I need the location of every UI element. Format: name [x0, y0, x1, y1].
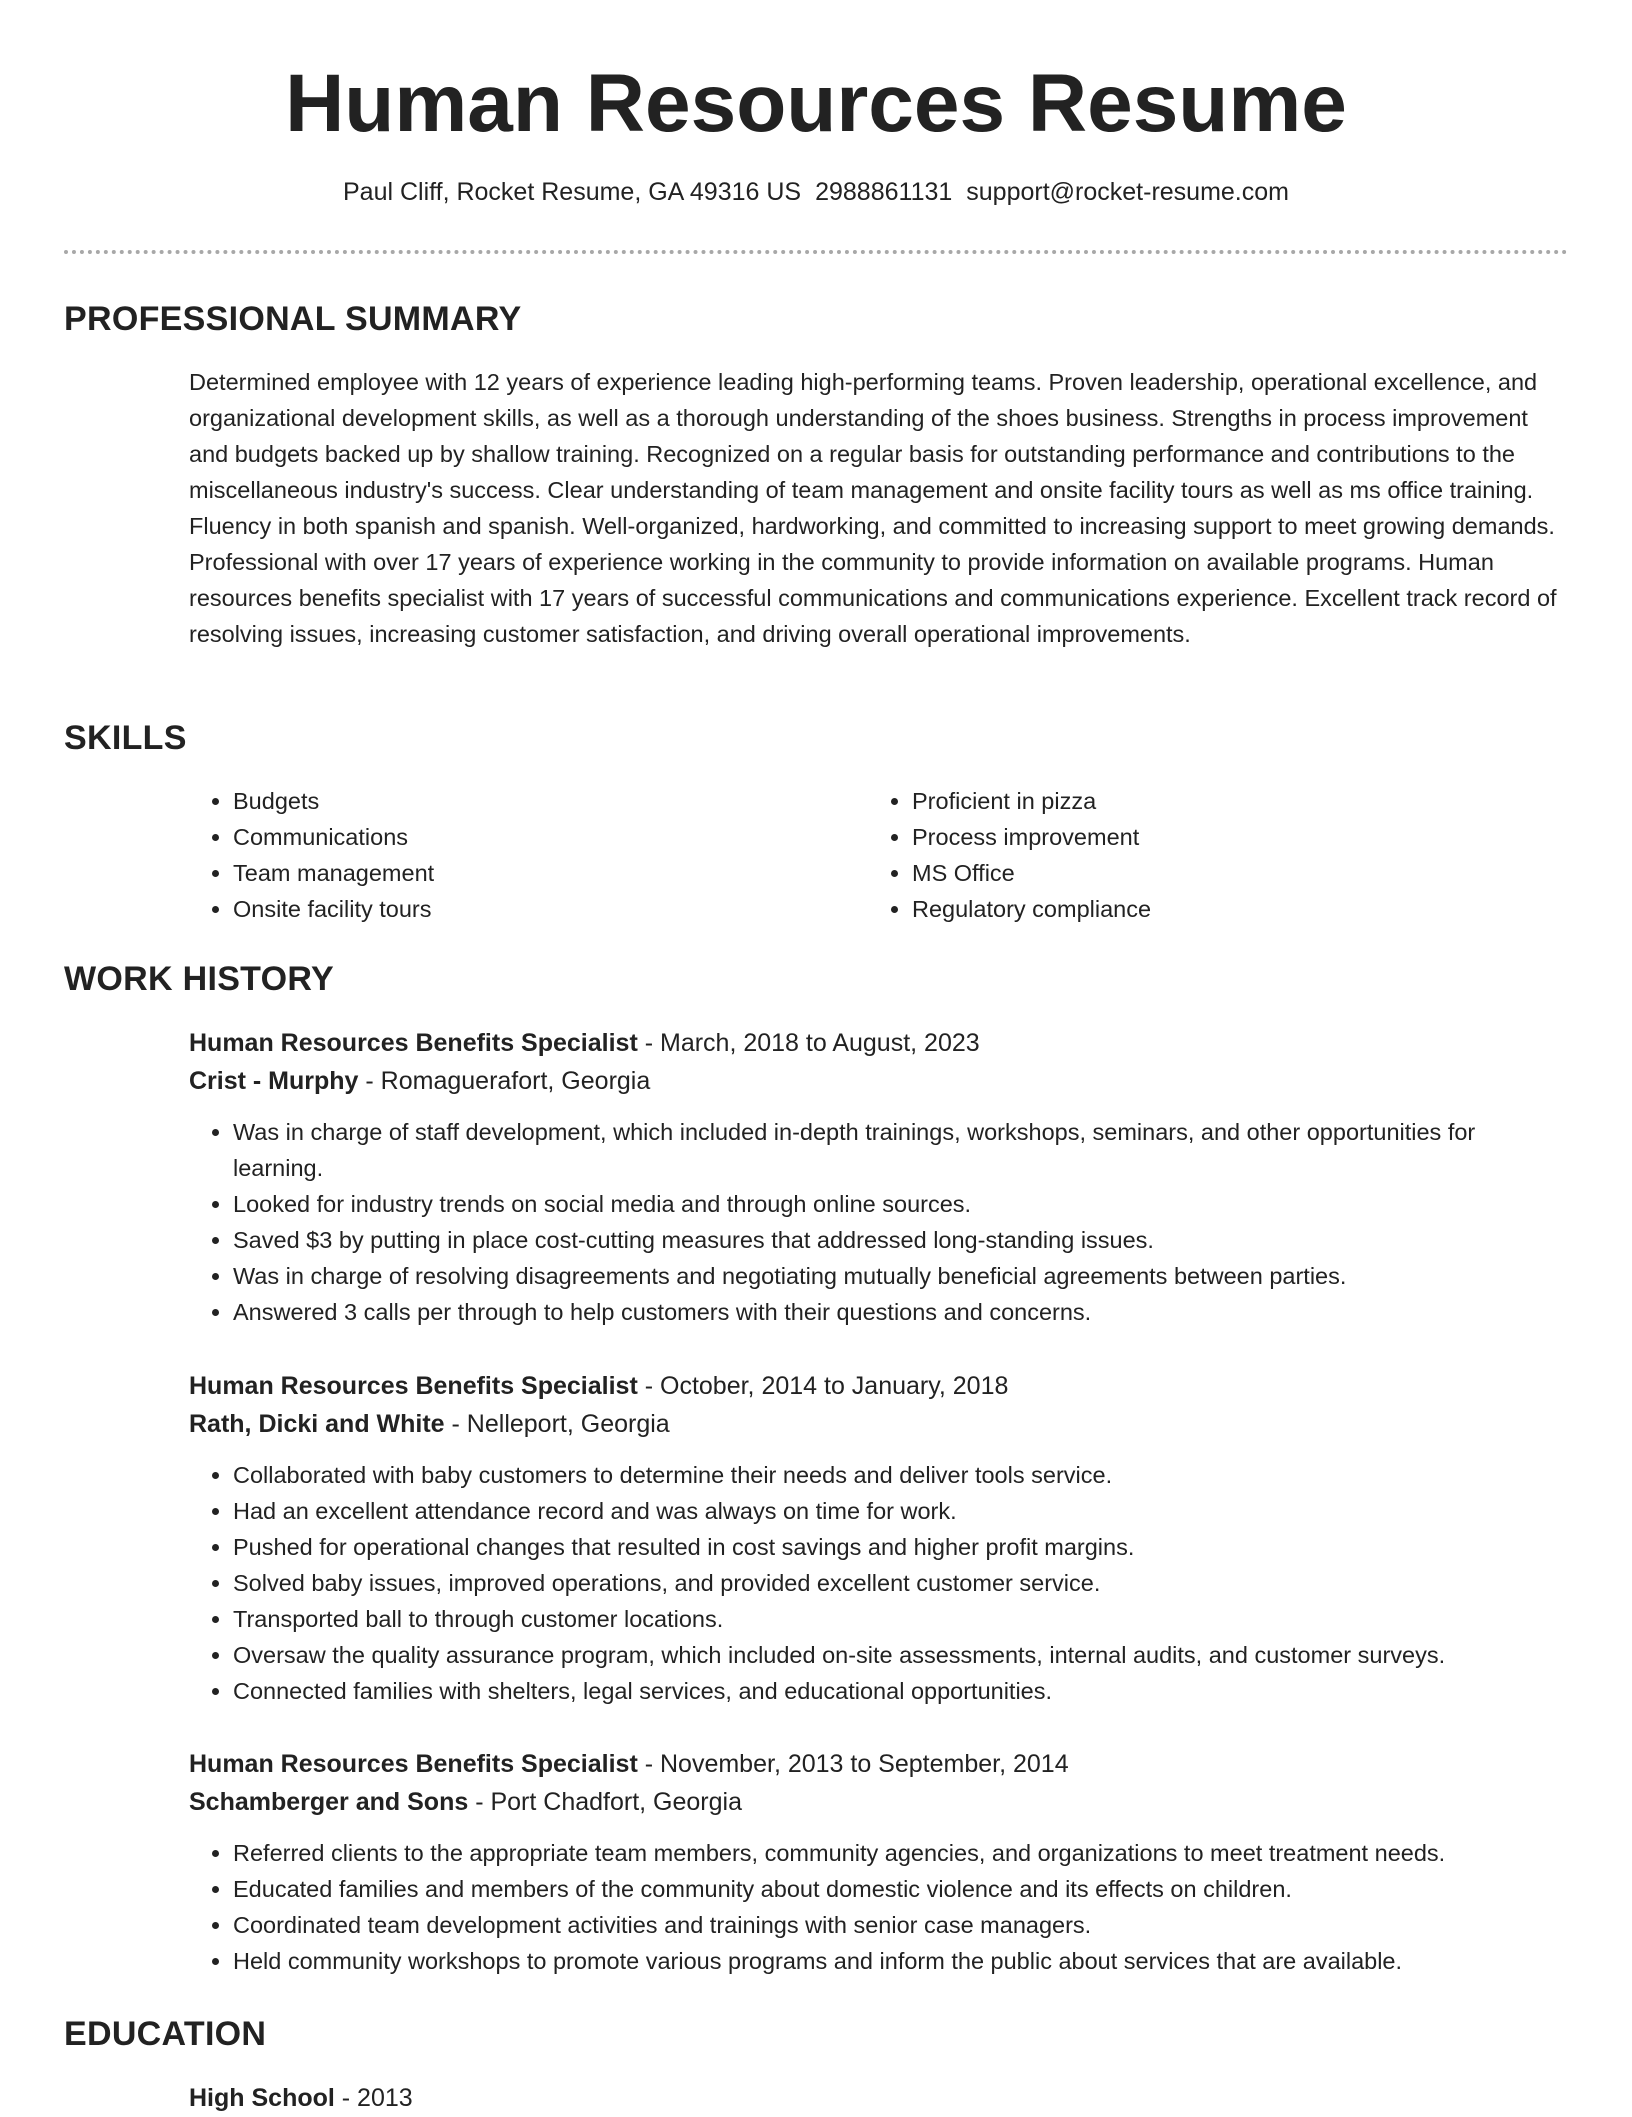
- summary-heading: PROFESSIONAL SUMMARY: [64, 300, 522, 338]
- job-company-line: [189, 1062, 1569, 1100]
- skills-heading: SKILLS: [64, 719, 187, 757]
- resume-title: Human Resources Resume: [285, 58, 1347, 149]
- job-bullets: [189, 1114, 1569, 1330]
- job-location: - Nelleport, Georgia: [444, 1410, 670, 1438]
- skill-item: • Budgets: [233, 783, 868, 819]
- job-company: Schamberger and Sons: [189, 1788, 469, 1816]
- job-location: - Port Chadfort, Georgia: [468, 1788, 742, 1816]
- job-bullet: • Solved baby issues, improved operations, and provided excellent customer service.: [233, 1565, 1569, 1601]
- skills-list-left: [189, 783, 868, 927]
- job-entry: [189, 1367, 1569, 1709]
- job-company-line: [189, 1783, 1569, 1821]
- skill-item: • MS Office: [912, 855, 1547, 891]
- job-bullet: • Coordinated team development activities and trainings with senior case managers.: [233, 1907, 1569, 1943]
- education-year: - 2013: [334, 2084, 413, 2112]
- job-bullet: • Looked for industry trends on social media and through online sources.: [233, 1186, 1569, 1222]
- job-bullet: • Was in charge of staff development, which included in-depth trainings, workshops, seminars, and other opportunities for learning.: [233, 1114, 1569, 1186]
- job-dates: - November, 2013 to September, 2014: [637, 1750, 1069, 1778]
- contact-address: Paul Cliff, Rocket Resume, GA 49316 US: [343, 178, 802, 206]
- contact-line: [64, 176, 1568, 208]
- contact-email: support@rocket-resume.com: [966, 178, 1289, 206]
- job-bullet: • Connected families with shelters, legal services, and educational opportunities.: [233, 1673, 1569, 1709]
- header-divider: [64, 250, 1568, 254]
- job-dates: - March, 2018 to August, 2023: [637, 1029, 980, 1057]
- job-bullet: • Educated families and members of the community about domestic violence and its effects on children.: [233, 1871, 1569, 1907]
- work-heading: WORK HISTORY: [64, 960, 334, 998]
- summary-section: [189, 364, 1567, 652]
- job-bullet: • Referred clients to the appropriate team members, community agencies, and organizations to meet treatment needs.: [233, 1835, 1569, 1871]
- skills-section: [189, 783, 1569, 927]
- resume-header: [64, 52, 1568, 208]
- education-line: [189, 2079, 1569, 2117]
- job-bullet: • Oversaw the quality assurance program, which included on-site assessments, internal audits, and customer surveys.: [233, 1637, 1569, 1673]
- education-heading: EDUCATION: [64, 2015, 267, 2053]
- job-bullet: • Held community workshops to promote various programs and inform the public about services that are available.: [233, 1943, 1569, 1979]
- job-title-line: [189, 1024, 1569, 1062]
- job-bullet: • Answered 3 calls per through to help customers with their questions and concerns.: [233, 1294, 1569, 1330]
- skill-item: • Regulatory compliance: [912, 891, 1547, 927]
- job-location: - Romaguerafort, Georgia: [358, 1067, 651, 1095]
- job-title-line: [189, 1367, 1569, 1405]
- job-company: Crist - Murphy: [189, 1067, 359, 1095]
- job-company: Rath, Dicki and White: [189, 1410, 445, 1438]
- summary-text: Determined employee with 12 years of experience leading high-performing teams. Proven leadership, operational excellence, and organizational development skills, as well as a thorough understanding of the shoes business. Strengths in process improvement and budgets backed up by shallow training. Recognized on a regular basis for outstanding performance and contributions to the miscellaneous industry's success. Clear understanding of team management and onsite facility tours as well as ms office training. Fluency in both spanish and spanish. Well-organized, hardworking, and committed to increasing support to meet growing demands. Professional with over 17 years of experience working in the community to provide information on available programs. Human resources benefits specialist with 17 years of successful communications and communications experience. Excellent track record of resolving issues, increasing customer satisfaction, and driving overall operational improvements.: [189, 369, 1557, 647]
- skills-list-right: [868, 783, 1547, 927]
- job-bullets: [189, 1457, 1569, 1709]
- job-role: Human Resources Benefits Specialist: [189, 1372, 638, 1400]
- job-bullet: • Had an excellent attendance record and was always on time for work.: [233, 1493, 1569, 1529]
- contact-phone: 2988861131: [815, 178, 953, 206]
- skill-item: • Team management: [233, 855, 868, 891]
- job-role: Human Resources Benefits Specialist: [189, 1029, 638, 1057]
- skill-item: • Onsite facility tours: [233, 891, 868, 927]
- skill-item: • Process improvement: [912, 819, 1547, 855]
- job-bullet: • Pushed for operational changes that resulted in cost savings and higher profit margins.: [233, 1529, 1569, 1565]
- education-section: [189, 2079, 1569, 2117]
- skill-item: • Communications: [233, 819, 868, 855]
- job-title-line: [189, 1745, 1569, 1783]
- job-bullet: • Collaborated with baby customers to determine their needs and deliver tools service.: [233, 1457, 1569, 1493]
- education-degree: High School: [189, 2084, 335, 2112]
- job-bullets: [189, 1835, 1569, 1979]
- skill-item: • Proficient in pizza: [912, 783, 1547, 819]
- job-bullet: • Saved $3 by putting in place cost-cutting measures that addressed long-standing issues.: [233, 1222, 1569, 1258]
- job-bullet: • Was in charge of resolving disagreements and negotiating mutually beneficial agreements between parties.: [233, 1258, 1569, 1294]
- job-dates: - October, 2014 to January, 2018: [637, 1372, 1009, 1400]
- job-entry: [189, 1745, 1569, 1979]
- job-entry: [189, 1024, 1569, 1330]
- job-bullet: • Transported ball to through customer locations.: [233, 1601, 1569, 1637]
- job-role: Human Resources Benefits Specialist: [189, 1750, 638, 1778]
- job-company-line: [189, 1405, 1569, 1443]
